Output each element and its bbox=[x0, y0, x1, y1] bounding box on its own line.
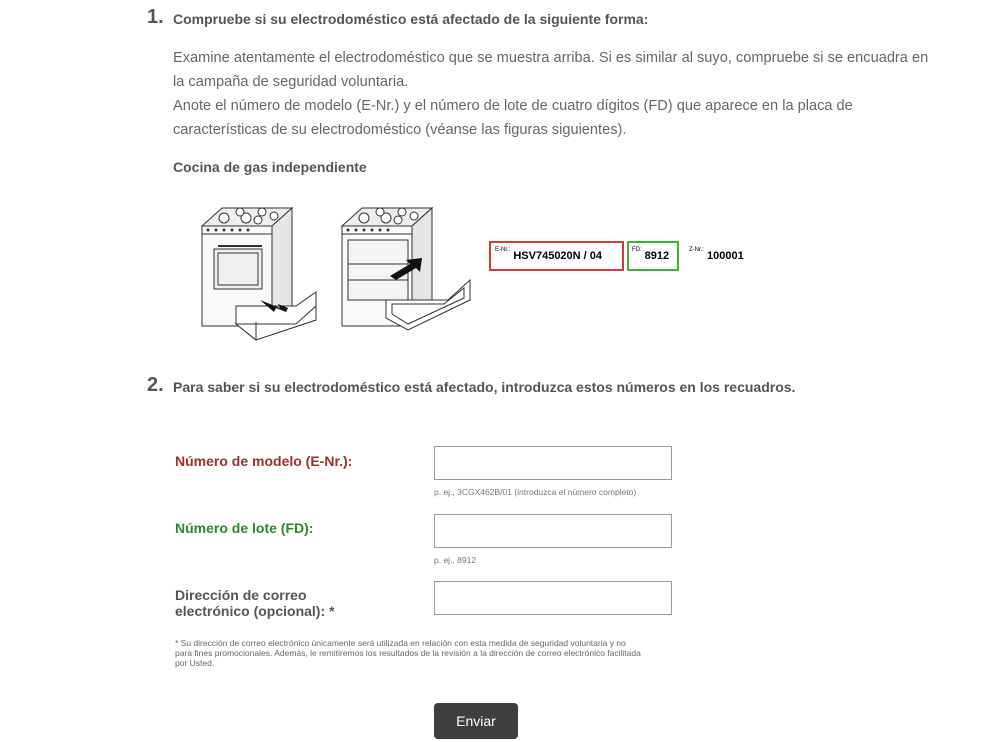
step-2-title: Para saber si su electrodoméstico está afectado, introduzca estos números en los recuadros. bbox=[173, 379, 796, 395]
plate-lot-number bbox=[627, 241, 679, 271]
email-privacy-note: * Su dirección de correo electrónico únicamente será utilizada en relación con esta medida de seguridad voluntaria y no para fines promocionales. Además, le remitiremos los resultados de la revisión a la dirección de correo electrónico facilitada por Usted. bbox=[175, 638, 641, 668]
plate-enr-label: E-Nr.: bbox=[495, 247, 511, 253]
plate-fd-value: 8912 bbox=[644, 250, 670, 262]
plate-enr-value: HSV745020N / 04 bbox=[513, 250, 603, 262]
email-label bbox=[175, 587, 334, 619]
email-label-line-1: Dirección de correo bbox=[175, 587, 307, 603]
lot-number-label: Número de lote (FD): bbox=[175, 520, 314, 536]
model-number-label: Número de modelo (E-Nr.): bbox=[175, 453, 353, 469]
lot-number-input[interactable] bbox=[434, 514, 672, 548]
step-1-paragraph-2: Anote el número de modelo (E-Nr.) y el número de lote de cuatro dígitos (FD) que aparece en la placa de características de su electrodoméstico (véanse las figuras siguientes). bbox=[173, 98, 853, 138]
model-number-input[interactable] bbox=[434, 446, 672, 480]
step-1-number: 1. bbox=[147, 6, 164, 28]
plate-z-number bbox=[689, 241, 769, 271]
email-input[interactable] bbox=[434, 581, 672, 615]
plate-znr-value: 100001 bbox=[707, 250, 744, 262]
model-number-hint: p. ej., 3CGX462B/01 (introduzca el número completo) bbox=[434, 487, 637, 497]
stove-drawer-illustration bbox=[196, 194, 320, 344]
stove-oven-illustration bbox=[336, 194, 474, 344]
plate-znr-label: Z-Nr.: bbox=[689, 247, 704, 253]
lot-number-hint: p. ej., 8912 bbox=[434, 555, 477, 565]
submit-button[interactable]: Enviar bbox=[434, 703, 518, 739]
plate-model-number bbox=[489, 241, 624, 271]
email-label-line-2: electrónico (opcional): * bbox=[175, 603, 335, 619]
step-2-number: 2. bbox=[147, 374, 164, 396]
step-1-title: Compruebe si su electrodoméstico está afectado de la siguiente forma: bbox=[173, 11, 649, 27]
appliance-type-title: Cocina de gas independiente bbox=[173, 159, 367, 175]
plate-fd-label: FD: bbox=[632, 247, 642, 253]
step-1-paragraph-1: Examine atentamente el electrodoméstico que se muestra arriba. Si es similar al suyo, compruebe si se encuadra en la campaña de seguridad voluntaria. bbox=[173, 50, 929, 90]
